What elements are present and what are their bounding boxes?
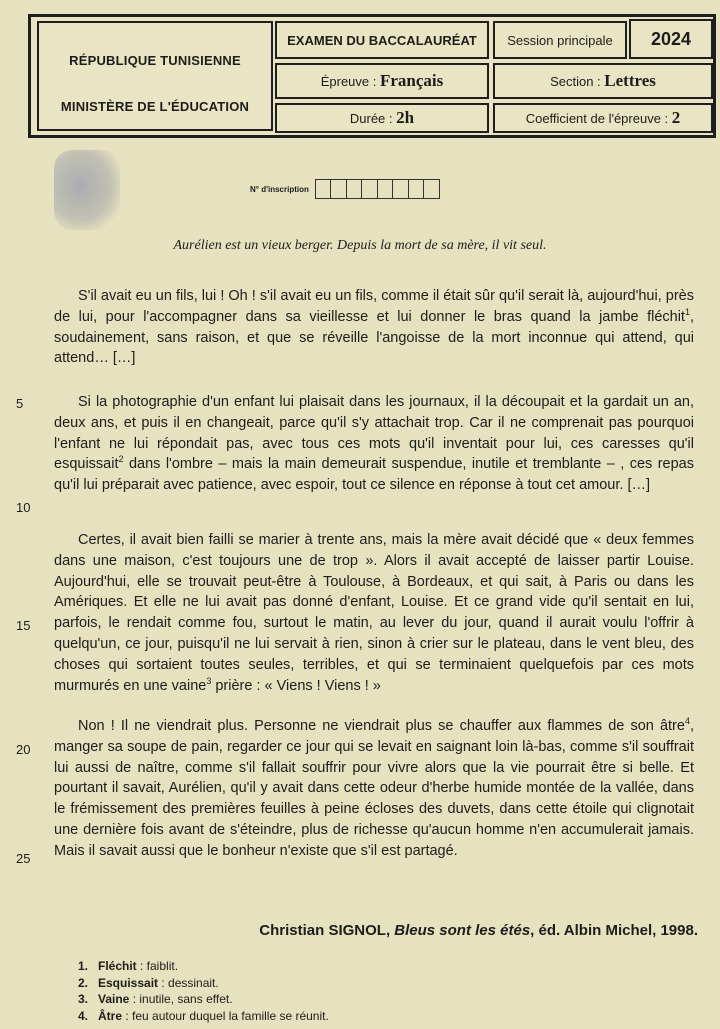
subject-cell <box>275 63 489 99</box>
inscription-box[interactable] <box>378 180 394 198</box>
inscription-box[interactable] <box>316 180 332 198</box>
p2-text-b: dans l'ombre – mais la main demeurait suspendue, inutile et tremblante – , ces repas qu'il lui préparait avec patience, avec espoir, tout ce silence en réponse à tout cet amour. […] <box>54 456 694 494</box>
footnote <box>78 975 329 992</box>
inscription-box[interactable] <box>393 180 409 198</box>
section-value: Lettres <box>604 71 656 90</box>
ministry-name: MINISTÈRE DE L'ÉDUCATION <box>60 99 250 114</box>
footnote-number: 1. <box>78 959 89 973</box>
inscription-boxes[interactable] <box>315 179 440 199</box>
source-citation <box>259 922 698 939</box>
inscription-box[interactable] <box>362 180 378 198</box>
line-number: 25 <box>16 851 31 866</box>
footnote-definition: : feu autour duquel la famille se réunit. <box>122 1008 329 1023</box>
source-author: Christian SIGNOL, <box>259 922 395 939</box>
paragraph-3 <box>54 530 694 696</box>
footnote <box>78 958 329 975</box>
footnote-marker-3: 3 <box>206 675 212 686</box>
exam-year: 2024 <box>629 19 713 59</box>
duration-cell <box>275 103 489 133</box>
paragraph-4 <box>54 716 694 862</box>
p2-text-a: Si la photographie d'un enfant lui plaisait dans les journaux, il la découpait et la gardait un an, deux ans, et puis il en changeait, parce qu'il s'y attachait trop. Car il ne comprenait pas pourquoi l'enfant ne lui répondait pas, avec tous ces mots qu'il inventait pour lui, ces caresses qu'il esquissait <box>54 394 694 473</box>
footnote-number: 2. <box>78 975 89 990</box>
footnote-term: Fléchit <box>98 959 137 973</box>
exam-header <box>28 14 716 138</box>
country-name: RÉPUBLIQUE TUNISIENNE <box>69 53 241 68</box>
line-number: 5 <box>16 396 24 411</box>
inscription-box[interactable] <box>347 180 363 198</box>
inscription-label: N° d'inscription <box>250 184 309 194</box>
session-label: Session principale <box>493 21 627 59</box>
source-publisher: , éd. Albin Michel, 1998. <box>530 922 698 939</box>
footnote <box>78 991 329 1008</box>
subject-value: Français <box>380 71 444 90</box>
p4-text-b: , manger sa soupe de pain, regarder ce jour qui se levait en saignant loin là-bas, comme s'il souffrait lui aussi de naître, comme s'il fallait souffrir pour vivre alors que la vie pourrait être si belle. Et pourtant il savait, Aurélien, qu'il y avait dans cette odeur d'herbe humide montée de la vallée, dans le frémissement des premières feuilles à peine écloses des duvets, dans cette étoile qui clignotait une dernière fois avant de s'éteindre, plus de richesse qu'aucun homme n'en accumulerait jamais. Mais il savait aussi que le bonheur n'existe que s'il est partagé. <box>54 718 694 859</box>
p1-text-b: , soudainement, sans raison, et que se réveille l'angoisse de la mort inconnue qui attend, qui attend… […] <box>54 308 694 367</box>
duration-value: 2h <box>396 108 415 127</box>
source-title: Bleus sont les étés <box>394 922 531 939</box>
coefficient-label: Coefficient de l'épreuve : <box>525 110 669 126</box>
line-number: 20 <box>16 742 31 757</box>
footnote-definition: : inutile, sans effet. <box>129 992 233 1006</box>
footnote-marker-2: 2 <box>118 454 124 465</box>
intro-text: Aurélien est un vieux berger. Depuis la mort de sa mère, il vit seul. <box>173 238 547 253</box>
footnote-number: 3. <box>78 992 89 1006</box>
subject-label: Épreuve : <box>320 73 377 89</box>
coefficient-value: 2 <box>671 108 681 127</box>
p3-text: Certes, il avait bien failli se marier à trente ans, mais la mère avait décidé que « deux femmes dans une maison, c'est toujours une de trop ». Alors il avait accepté de laisser partir Louise. Aujourd'hui, elle se trouvait peut-être à Toulouse, à Bordeaux, et qui sait, à Paris ou dans les Amériques. Et elle ne lui avait pas donné d'enfant, Louise. Et ce grand vide qu'il sentait en lui, parfois, le rendait comme fou, surtout le matin, au lever du jour, quand il aurait voulu l'offrir à quelqu'un, ce jour, puisqu'il ne lui servait à rien, sinon à crier sur le plateau, dans le vent bleu, des choses qui sortaient toutes seules, terribles, et qui se terminaient quelquefois par ces mots murmurés en une vaine <box>54 532 694 694</box>
line-number: 15 <box>16 618 31 633</box>
p4-text-a: Non ! Il ne viendrait plus. Personne ne viendrait plus se chauffer aux flammes de son âtre <box>78 718 685 734</box>
section-cell <box>493 63 713 99</box>
inscription-box[interactable] <box>331 180 347 198</box>
inscription-box[interactable] <box>424 180 439 198</box>
inscription-field <box>250 178 440 200</box>
paragraph-2 <box>54 392 694 496</box>
exam-title: EXAMEN DU BACCALAURÉAT <box>275 21 489 59</box>
footnote-definition: : dessinait. <box>158 975 219 990</box>
blurred-photo <box>54 150 120 230</box>
p1-text-a: S'il avait eu un fils, lui ! Oh ! s'il avait eu un fils, comme il était sûr qu'il serait là, aujourd'hui, près de lui, pour l'accompagner dans sa vieillesse et lui donner le bras quand la jambe fléchit <box>54 288 694 325</box>
footnote <box>78 1008 329 1025</box>
section-label: Section : <box>550 73 601 89</box>
footnote-number: 4. <box>78 1008 89 1023</box>
inscription-box[interactable] <box>409 180 425 198</box>
paragraph-1 <box>54 286 694 369</box>
institution-box <box>37 21 273 131</box>
footnote-term: Vaine <box>98 992 130 1006</box>
footnote-marker-4: 4 <box>684 716 690 727</box>
footnote-definition: : faiblit. <box>136 959 179 973</box>
footnote-marker-1: 1 <box>684 306 690 317</box>
footnotes <box>78 958 329 1024</box>
p3-text-b: prière : « Viens ! Viens ! » <box>211 677 381 694</box>
line-number: 10 <box>16 500 31 515</box>
duration-label: Durée : <box>349 110 393 126</box>
footnote-term: Esquissait <box>98 975 159 990</box>
coefficient-cell <box>493 103 713 133</box>
footnote-term: Âtre <box>98 1008 123 1023</box>
